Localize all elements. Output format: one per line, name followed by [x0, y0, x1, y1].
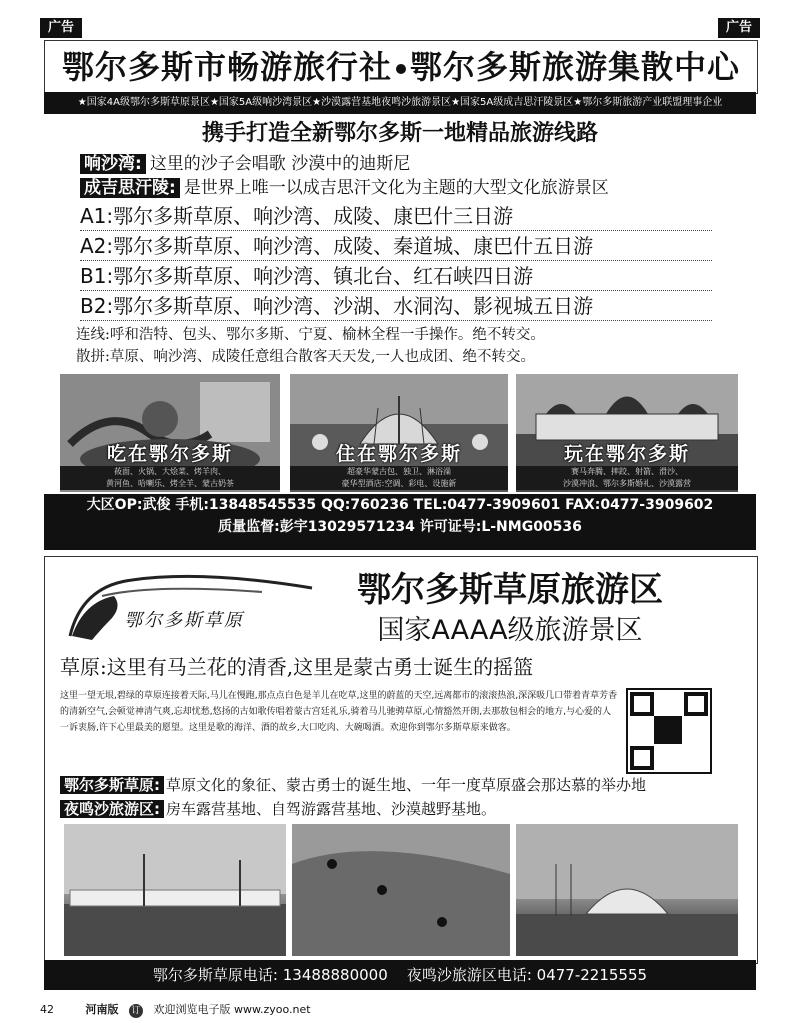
photo-subcaption — [60, 466, 280, 490]
qr-center — [654, 716, 682, 744]
feature-chengjisihan — [80, 176, 609, 200]
feature-grassland — [60, 774, 646, 796]
contact-block — [44, 494, 756, 550]
feature-text: 这里的沙子会唱歌 沙漠中的迪斯尼 — [149, 154, 411, 174]
phone-number: 0477-2215555 — [536, 966, 648, 984]
subcaption-line: 莜面、火锅、大烩菜、烤羊肉、 — [114, 467, 226, 476]
subcaption-line: 黄河鱼、哈喇乐、烤全羊、蒙古奶茶 — [106, 479, 234, 488]
grassland-subtitle: 国家AAAA级旅游景区 — [377, 615, 643, 646]
feature-text: 是世界上唯一以成吉思汗文化为主题的大型文化旅游景区 — [183, 178, 609, 198]
feature-label: 夜鸣沙旅游区: — [60, 800, 164, 818]
grassland-paragraph: 这里一望无垠,碧绿的草原连接着天际,马儿在慢跑,那点点白色是羊儿在吃草,这里的蔚蓝的天空,远离都市的滚滚热浪,深深吸几口带着青草芳香的清新空气,会顿觉神清气爽,忘却忧愁,悠扬的古如歌传唱着蒙古宫廷礼乐,骑着马儿驰骋草原,心情豁然开朗,去那敖包相会的地方,与心爱的人一诉衷肠,许下心里最美的愿望。这里是歌的海洋、酒的故乡,大口吃肉、大碗喝酒。欢迎你到鄂尔多斯草原来做客。 — [60, 691, 618, 733]
contact-line: 大区OP:武俊 手机:13848545535 QQ:760236 TEL:0477-3909601 FAX:0477-3909602 — [86, 497, 714, 513]
grassland-camp-image — [64, 824, 286, 956]
qr-corner — [630, 692, 654, 716]
photo-grassland-camp — [64, 824, 286, 956]
photo-eat — [60, 374, 280, 492]
photo-play — [516, 374, 738, 492]
agency-name: 鄂尔多斯市畅游旅行社 — [61, 48, 392, 86]
qr-code-icon — [626, 688, 712, 774]
subcaption-line: 沙漠冲浪、鄂尔多斯婚礼、沙漠露营 — [563, 479, 691, 488]
photo-stay — [290, 374, 508, 492]
sand-dune-image — [292, 824, 510, 956]
feature-text: 房车露营基地、自驾游露营基地、沙漠越野基地。 — [166, 800, 497, 818]
photo-caption: 吃在鄂尔多斯 — [106, 443, 233, 465]
photo-subcaption — [516, 466, 738, 490]
photo-caption: 玩在鄂尔多斯 — [563, 443, 690, 465]
dot-separator — [396, 64, 406, 74]
route-b1: B1:鄂尔多斯草原、响沙湾、镇北台、红石峡四日游 — [80, 262, 712, 291]
page-footer — [40, 1000, 760, 1020]
grassland-logo — [62, 566, 320, 646]
center-name: 鄂尔多斯旅游集散中心 — [410, 48, 741, 86]
feature-label: 成吉思汗陵: — [80, 178, 180, 198]
visitor-center-image — [516, 824, 738, 956]
edition-label: 河南版 — [85, 1003, 119, 1016]
slogan: 携手打造全新鄂尔多斯一地精品旅游线路 — [201, 120, 598, 146]
subscribe-badge-icon: 订 — [129, 1004, 143, 1018]
subcaption-line: 赛马奔腾、摔跤、射箭、滑沙、 — [571, 467, 683, 476]
photo-caption: 住在鄂尔多斯 — [335, 443, 462, 465]
note-sanpin: 散拼:草原、响沙湾、成陵任意组合散客天天发,一人也成团、绝不转交。 — [76, 349, 535, 365]
grassland-tagline: 草原:这里有马兰花的清香,这里是蒙古勇士诞生的摇篮 — [60, 655, 534, 679]
grassland-title: 鄂尔多斯草原旅游区 — [357, 570, 663, 610]
qr-corner — [684, 692, 708, 716]
page-title — [44, 40, 758, 94]
feature-text: 草原文化的象征、蒙古勇士的诞生地、一年一度草原盛会那达慕的举办地 — [166, 776, 647, 794]
footer-text: 欢迎浏览电子版 — [153, 1003, 231, 1016]
phone-number: 13488880000 — [282, 966, 388, 984]
honors-bar: ★国家4A级鄂尔多斯草原景区★国家5A级响沙湾景区★沙漠露营基地夜鸣沙旅游景区★国家5A级成吉思汗陵景区★鄂尔多斯旅游产业联盟理事企业 — [44, 92, 756, 114]
feature-label: 鄂尔多斯草原: — [60, 776, 164, 794]
ad-label-right: 广告 — [718, 18, 760, 38]
subcaption-line: 豪华型酒店:空调、彩电、设施新 — [341, 479, 457, 488]
page-number: 42 — [40, 1003, 54, 1016]
feature-label: 响沙湾: — [80, 154, 146, 174]
photo-sand-sliding — [292, 824, 510, 956]
phone-label: 鄂尔多斯草原电话: — [152, 966, 278, 984]
logo-text: 鄂尔多斯草原 — [124, 610, 244, 631]
subcaption-line: 超豪华蒙古包、独卫、淋浴澡 — [347, 467, 451, 476]
note-lianxian: 连线:呼和浩特、包头、鄂尔多斯、宁夏、榆林全程一手操作。绝不转交。 — [76, 327, 545, 343]
route-a1: A1:鄂尔多斯草原、响沙湾、成陵、康巴什三日游 — [80, 202, 712, 231]
route-a2: A2:鄂尔多斯草原、响沙湾、成陵、秦道城、康巴什五日游 — [80, 232, 712, 261]
phone-bar — [44, 960, 756, 990]
phone-label: 夜鸣沙旅游区电话: — [406, 966, 532, 984]
ad-label-left: 广告 — [40, 18, 82, 38]
photo-yemingsha — [516, 824, 738, 956]
qr-corner — [630, 746, 654, 770]
footer-url[interactable]: www.zyoo.net — [233, 1003, 311, 1016]
feature-yemingsha — [60, 798, 496, 820]
route-b2: B2:鄂尔多斯草原、响沙湾、沙湖、水洞沟、影视城五日游 — [80, 292, 712, 321]
feature-xiangshawan — [80, 152, 410, 176]
license-line: 质量监督:彭宇13029571234 许可证号:L-NMG00536 — [218, 519, 582, 535]
photo-subcaption — [290, 466, 508, 490]
